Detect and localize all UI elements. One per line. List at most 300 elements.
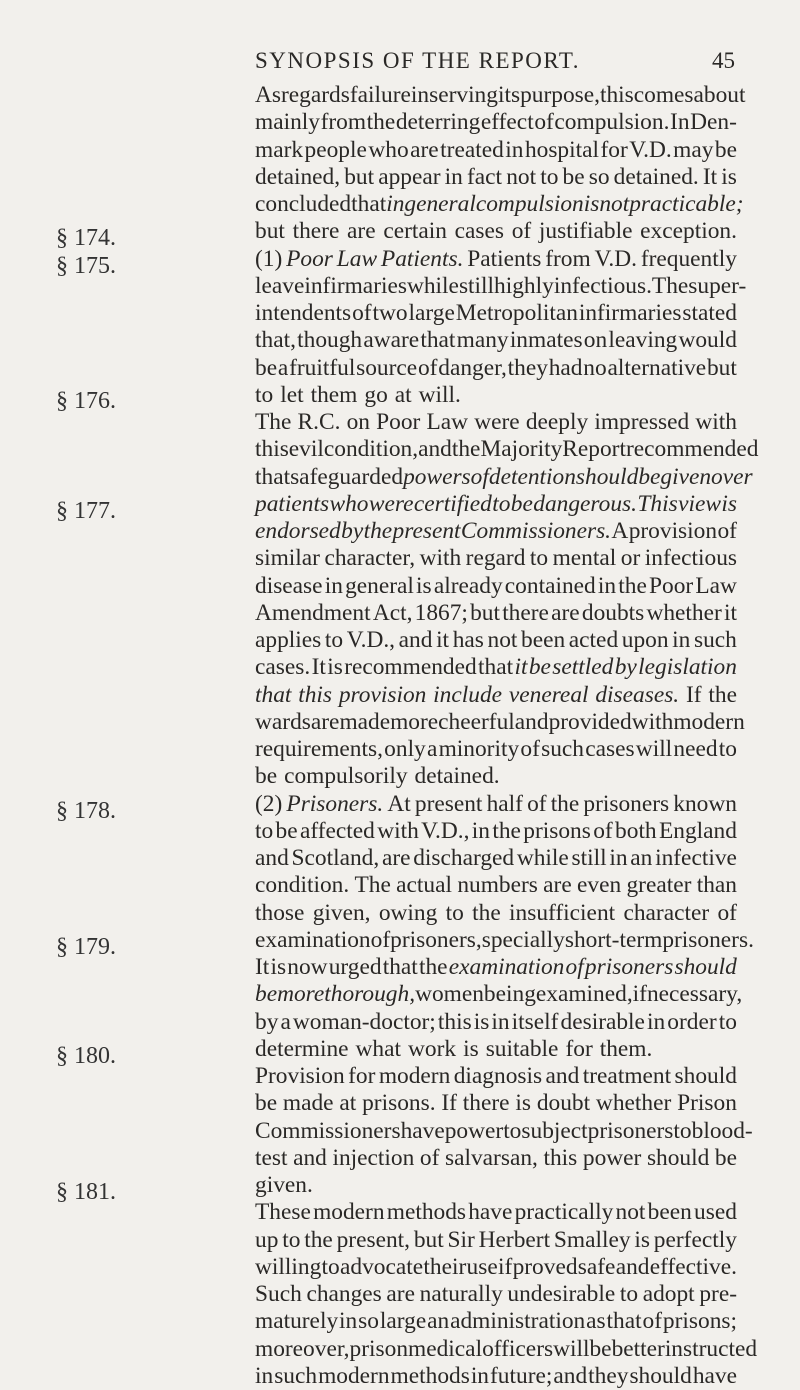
word: The — [651, 272, 689, 299]
text-line — [255, 736, 737, 763]
word: prisons. — [362, 1090, 436, 1117]
word: is — [473, 1008, 490, 1035]
word: general — [345, 572, 414, 599]
text-line — [255, 1090, 737, 1117]
word: Poor — [648, 572, 694, 599]
word: had — [548, 354, 583, 381]
word: be — [589, 1335, 612, 1362]
word: that — [420, 327, 456, 354]
word: should — [575, 463, 639, 490]
word: but — [344, 163, 375, 190]
word: prisoners — [587, 1117, 674, 1144]
word: are — [347, 218, 376, 245]
word: be — [528, 654, 551, 681]
word: have — [468, 1199, 513, 1226]
word: about — [693, 82, 746, 108]
word: is — [416, 572, 432, 599]
word: is — [721, 490, 737, 517]
word: the — [363, 518, 393, 544]
word: that — [255, 681, 292, 708]
text-line — [255, 382, 737, 409]
word: practically — [514, 1199, 614, 1226]
word: while — [406, 272, 459, 299]
word: R.C. — [297, 409, 341, 435]
word: should — [629, 1362, 692, 1389]
word: but — [255, 218, 285, 245]
word: at — [394, 381, 412, 408]
word: Law — [426, 409, 469, 435]
word: evil — [288, 436, 324, 463]
word: diseases. — [595, 681, 680, 708]
word: the — [472, 899, 501, 926]
word: of — [593, 817, 613, 844]
word: compulsion — [475, 191, 584, 217]
word: but — [470, 599, 500, 626]
word: still — [571, 845, 607, 871]
word: order — [667, 1008, 717, 1035]
word: half — [486, 790, 523, 817]
word: on — [583, 327, 608, 354]
word: it — [436, 627, 450, 653]
word: people — [304, 136, 367, 163]
word: have — [400, 1117, 445, 1144]
word: are — [381, 845, 411, 871]
section-number: § 176. — [56, 388, 116, 414]
text-line — [255, 109, 737, 136]
word: Scotland, — [291, 845, 380, 871]
section-number: § 177. — [56, 498, 116, 524]
word: mental — [552, 545, 617, 572]
word: If — [441, 1090, 457, 1117]
word: and — [514, 708, 549, 735]
word: an — [427, 1308, 450, 1335]
word: to — [673, 1117, 692, 1144]
section-number: § 174. — [56, 225, 116, 251]
word: recommended — [344, 654, 477, 681]
word: certified — [413, 490, 492, 517]
text-line — [255, 708, 745, 736]
word: Majority — [480, 436, 563, 463]
word: doubt — [536, 1090, 591, 1117]
word: them — [310, 381, 358, 408]
word: they — [588, 1362, 629, 1389]
word: while — [516, 845, 569, 871]
word: fact — [467, 163, 503, 190]
word: diagnosis — [453, 1063, 543, 1089]
word: It — [311, 654, 326, 681]
word: of — [717, 899, 737, 926]
word: methods — [386, 1199, 467, 1226]
word: by — [255, 1008, 279, 1035]
word: England — [658, 817, 737, 844]
word: leaving — [608, 327, 678, 354]
word: that — [478, 654, 514, 681]
word: comes — [633, 82, 694, 108]
word: in — [410, 82, 430, 108]
word: and — [553, 1362, 588, 1389]
word: prisoners — [583, 790, 670, 817]
word: Poor — [376, 409, 421, 435]
word: with — [695, 409, 737, 435]
word: is — [270, 954, 287, 980]
word: to — [529, 545, 549, 572]
word: such — [274, 1362, 318, 1389]
word: be — [255, 1090, 278, 1117]
word: affected — [299, 817, 375, 844]
word: mark — [255, 136, 304, 163]
word: to — [324, 627, 344, 653]
word: should — [674, 1063, 737, 1089]
word: this — [298, 681, 333, 708]
word: prisoners. — [662, 926, 754, 953]
word: go — [364, 381, 388, 408]
word: now — [287, 954, 328, 980]
text-line — [255, 1199, 737, 1226]
text-line — [255, 900, 737, 927]
word: wards — [255, 708, 311, 735]
word: upon — [621, 627, 669, 653]
word: treatment — [582, 1063, 672, 1089]
word: an — [630, 845, 653, 871]
word: detention — [488, 463, 576, 490]
word: were — [368, 490, 414, 517]
word: if — [498, 1253, 513, 1280]
word: of — [642, 1308, 663, 1335]
word: subject — [521, 1117, 588, 1144]
word: not — [487, 627, 518, 653]
word: Sir — [447, 1226, 475, 1253]
word: source — [356, 354, 418, 381]
word: cases — [585, 736, 635, 762]
word: patients — [255, 490, 330, 517]
word: to — [445, 899, 464, 926]
word: stated — [682, 300, 737, 326]
word: would — [678, 327, 737, 354]
word: for — [565, 1035, 593, 1062]
word: being — [483, 981, 536, 1008]
word: made — [339, 708, 391, 735]
word: are — [410, 136, 439, 163]
word: whether — [595, 1090, 672, 1117]
word: even — [577, 872, 622, 899]
word: used — [694, 1199, 737, 1226]
word: to — [255, 817, 274, 844]
word: should — [674, 954, 737, 980]
text-line — [255, 818, 737, 845]
word: of — [520, 736, 540, 762]
word: Poor — [286, 245, 333, 272]
text-line — [255, 682, 737, 709]
word: V.D., — [421, 817, 470, 844]
word: cheerful — [438, 708, 515, 735]
word: been — [521, 627, 566, 653]
word: the — [492, 817, 521, 844]
text-line — [255, 518, 737, 545]
word: modern — [313, 1199, 385, 1226]
word: justifiable — [538, 218, 633, 245]
text-line — [255, 981, 743, 1008]
word: cases. — [255, 654, 311, 681]
word: if — [632, 981, 647, 1008]
word: two — [372, 300, 408, 326]
word: cases — [454, 218, 505, 245]
word: inmates — [509, 327, 583, 354]
word: is — [463, 1035, 479, 1062]
word: be — [714, 136, 737, 163]
word: in — [255, 1362, 274, 1389]
word: of — [511, 218, 532, 245]
word: regards — [281, 82, 350, 108]
word: injection — [332, 1144, 415, 1171]
word: V.D. — [594, 245, 637, 272]
text-line — [255, 463, 753, 491]
word: present — [414, 790, 483, 817]
text-line — [255, 573, 737, 600]
word: the — [366, 109, 396, 136]
word: general — [404, 191, 476, 217]
word: not — [506, 163, 537, 190]
word: to — [540, 163, 559, 190]
word: minority — [438, 736, 520, 762]
word: Act, — [372, 599, 413, 626]
word: serving — [429, 82, 498, 108]
word: is — [634, 1226, 650, 1253]
text-line — [255, 926, 754, 954]
word: provided — [548, 708, 632, 735]
word: been — [647, 1199, 692, 1226]
word: itself — [511, 1008, 559, 1035]
word: so — [588, 163, 610, 190]
word: may — [673, 136, 714, 163]
word: let — [280, 381, 304, 408]
word: insufficient — [509, 899, 616, 926]
word: it — [723, 599, 737, 626]
word: changes — [306, 1281, 382, 1307]
word: already — [433, 572, 503, 599]
word: from — [545, 245, 591, 272]
word: certain — [383, 218, 447, 245]
word: impressed — [594, 409, 690, 435]
word: in — [505, 136, 524, 163]
word: mainly — [255, 109, 320, 136]
text-line — [255, 1172, 737, 1199]
word: have — [692, 1362, 737, 1389]
word: prison — [349, 1335, 409, 1362]
word: concluded — [255, 191, 352, 217]
section-number: § 180. — [56, 1043, 116, 1069]
word: this — [255, 436, 289, 463]
word: prisons — [523, 817, 591, 844]
word: not — [615, 1199, 646, 1226]
word: in — [609, 845, 628, 871]
word: deterring — [395, 109, 481, 136]
word: prisoners, — [390, 926, 482, 953]
word: maturely — [255, 1308, 339, 1335]
word: in — [324, 572, 343, 599]
word: of — [352, 300, 372, 326]
word: contained — [504, 572, 596, 599]
word: of — [419, 1144, 440, 1171]
word: or — [620, 545, 641, 572]
word: on — [346, 409, 370, 435]
text-line — [255, 436, 759, 463]
word: modern — [318, 1362, 390, 1389]
word: and — [418, 436, 452, 463]
word: moreover, — [255, 1335, 350, 1362]
word: infectious — [644, 545, 737, 572]
word: instructed — [664, 1335, 758, 1362]
word: who — [329, 490, 369, 517]
word: though — [297, 327, 363, 354]
word: in — [597, 572, 617, 599]
word: prisoners — [584, 954, 674, 980]
body-text — [255, 82, 759, 1390]
word: are — [386, 1281, 415, 1307]
word: safeguarded — [290, 463, 404, 490]
word: to — [321, 1253, 340, 1280]
word: super- — [688, 272, 747, 299]
word: (1) — [255, 245, 283, 272]
word: effective. — [649, 1253, 737, 1280]
text-line — [255, 545, 737, 572]
word: in — [491, 1008, 510, 1035]
word: such — [694, 627, 737, 653]
word: administration — [450, 1308, 586, 1335]
word: as — [586, 1308, 606, 1335]
word: still — [458, 272, 495, 299]
word: naturally — [419, 1281, 503, 1307]
word: applies — [255, 627, 322, 653]
word: of — [370, 926, 391, 953]
word: be — [562, 163, 585, 190]
word: owing — [378, 899, 438, 926]
word: Such — [255, 1281, 302, 1307]
word: who — [368, 136, 409, 163]
word: Den- — [690, 109, 737, 136]
word: in — [647, 1008, 666, 1035]
word: Patients — [467, 245, 542, 272]
page-number: 45 — [712, 48, 735, 73]
word: such — [541, 736, 584, 762]
word: given — [660, 463, 712, 490]
text-line — [255, 1063, 737, 1090]
word: need — [673, 736, 718, 762]
word: and — [398, 627, 433, 653]
word: will — [635, 736, 673, 762]
word: danger, — [438, 354, 507, 381]
word: venereal — [508, 681, 589, 708]
word: frequently — [640, 245, 737, 272]
word: more — [277, 981, 325, 1008]
word: disease — [255, 572, 323, 599]
word: practicable; — [629, 191, 744, 217]
text-line — [255, 845, 737, 872]
word: urged — [328, 954, 382, 980]
word: to — [492, 490, 511, 517]
word: regard — [465, 545, 526, 572]
word: them. — [599, 1035, 653, 1062]
word: known — [673, 790, 737, 817]
word: acted — [568, 627, 619, 653]
text-line — [255, 491, 737, 518]
word: officers — [482, 1335, 554, 1362]
word: infirmaries — [578, 300, 682, 326]
text-line — [255, 191, 744, 218]
word: whether — [646, 599, 722, 626]
word: suitable — [485, 1035, 559, 1062]
text-line — [255, 954, 737, 981]
word: compulsorily — [284, 763, 408, 790]
word: present, — [336, 1226, 411, 1253]
word: in — [470, 1362, 490, 1389]
word: examined, — [535, 981, 633, 1008]
word: It — [702, 163, 718, 190]
word: and — [293, 1144, 327, 1171]
word: made — [282, 1090, 334, 1117]
word: in — [339, 1308, 358, 1335]
word: both — [615, 817, 657, 844]
word: Metropolitan — [455, 300, 578, 326]
text-line — [255, 600, 737, 627]
word: Law — [336, 245, 378, 272]
word: deeply — [525, 409, 589, 435]
text-line — [255, 1335, 758, 1363]
word: compulsion. — [554, 109, 670, 136]
text-line — [255, 791, 737, 818]
word: is — [583, 191, 600, 217]
text-line — [255, 82, 746, 109]
word: be — [638, 463, 661, 490]
word: It — [255, 954, 270, 980]
word: their — [423, 1253, 467, 1280]
text-line — [255, 272, 747, 300]
word: infirmaries — [304, 272, 407, 299]
word: and — [545, 1063, 580, 1089]
text-line — [255, 300, 737, 327]
word: with — [631, 708, 674, 735]
word: Report — [562, 436, 626, 463]
word: given, — [312, 899, 371, 926]
word: These — [255, 1199, 311, 1226]
word: willing — [255, 1253, 322, 1280]
word: modern — [673, 708, 745, 735]
word: effect — [480, 109, 534, 136]
word: better — [611, 1335, 665, 1362]
word: hospital — [524, 136, 600, 163]
word: for — [348, 1063, 376, 1089]
text-line — [255, 1281, 737, 1308]
word: Commissioners — [255, 1117, 401, 1144]
word: character — [623, 899, 710, 926]
word: endorsed — [255, 518, 341, 544]
text-line — [255, 164, 737, 191]
word: present — [392, 518, 461, 544]
text-line — [255, 1009, 737, 1036]
text-line — [255, 1117, 753, 1145]
word: at — [339, 1090, 357, 1117]
word: (2) — [255, 790, 283, 817]
word: to — [718, 1008, 737, 1035]
word: not — [599, 191, 630, 217]
word: Herbert — [478, 1226, 551, 1253]
word: Prison — [677, 1090, 737, 1117]
word: alternative — [607, 354, 707, 381]
word: view — [678, 490, 721, 517]
word: A — [611, 518, 629, 544]
word: Smalley — [553, 1226, 631, 1253]
word: a — [277, 354, 289, 381]
word: no — [583, 354, 607, 381]
